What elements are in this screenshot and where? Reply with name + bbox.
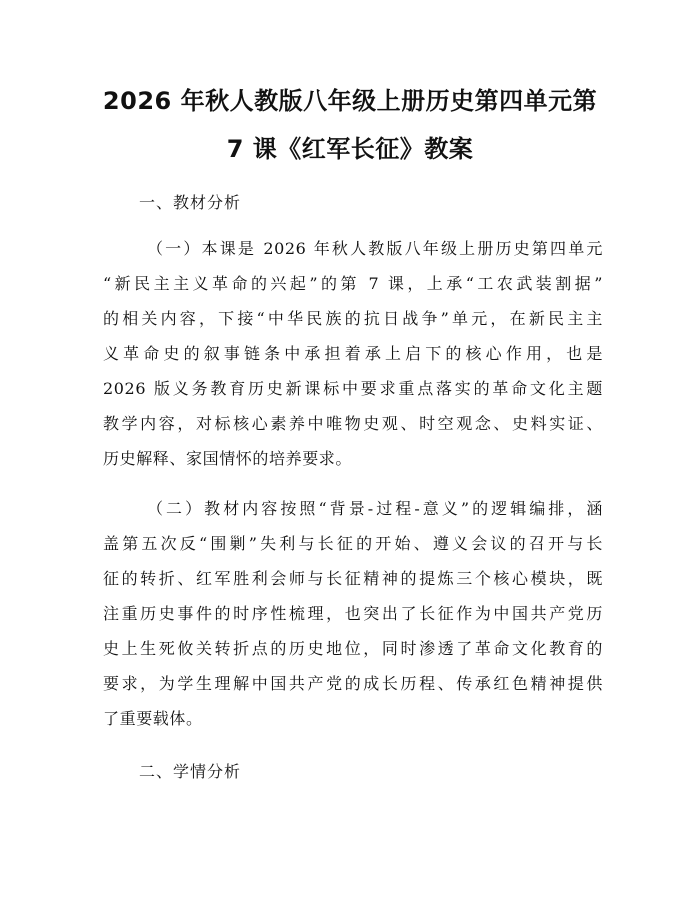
paragraph-1-line: 历史解释、家国情怀的培养要求。 bbox=[103, 449, 353, 468]
paragraph-2-line: 要求，为学生理解中国共产党的成长历程、传承红色精神提供 bbox=[103, 674, 603, 693]
paragraph-2-line: 征的转折、红军胜利会师与长征精神的提炼三个核心模块，既 bbox=[103, 569, 603, 588]
paragraph-1-line: 2026 版义务教育历史新课标中要求重点落实的革命文化主题 bbox=[103, 379, 603, 398]
paragraph-1-line: 义革命史的叙事链条中承担着承上启下的核心作用，也是 bbox=[103, 344, 603, 363]
paragraph-1-line: （一）本课是 2026 年秋人教版八年级上册历史第四单元 bbox=[147, 239, 603, 258]
paragraph-2-line: （二）教材内容按照“背景-过程-意义”的逻辑编排，涵 bbox=[147, 499, 603, 518]
paragraph-1-line: 的相关内容，下接“中华民族的抗日战争”单元，在新民主主 bbox=[103, 309, 603, 328]
section-heading-textbook-analysis: 一、教材分析 bbox=[139, 193, 242, 212]
paragraph-2-line: 注重历史事件的时序性梳理，也突出了长征作为中国共产党历 bbox=[103, 604, 603, 623]
paragraph-1-line: “新民主主义革命的兴起”的第 7 课，上承“工农武装割据” bbox=[103, 274, 603, 293]
document-title-line-2: 7 课《红军长征》教案 bbox=[226, 135, 474, 163]
paragraph-2-line: 了重要载体。 bbox=[103, 709, 203, 728]
section-heading-learner-analysis: 二、学情分析 bbox=[139, 762, 242, 781]
paragraph-2-line: 史上生死攸关转折点的历史地位，同时渗透了革命文化教育的 bbox=[103, 639, 603, 658]
document-title-line-1: 2026 年秋人教版八年级上册历史第四单元第 bbox=[102, 87, 598, 115]
paragraph-1-line: 教学内容，对标核心素养中唯物史观、时空观念、史料实证、 bbox=[103, 414, 603, 433]
paragraph-2-line: 盖第五次反“围剿”失利与长征的开始、遵义会议的召开与长 bbox=[103, 534, 603, 553]
